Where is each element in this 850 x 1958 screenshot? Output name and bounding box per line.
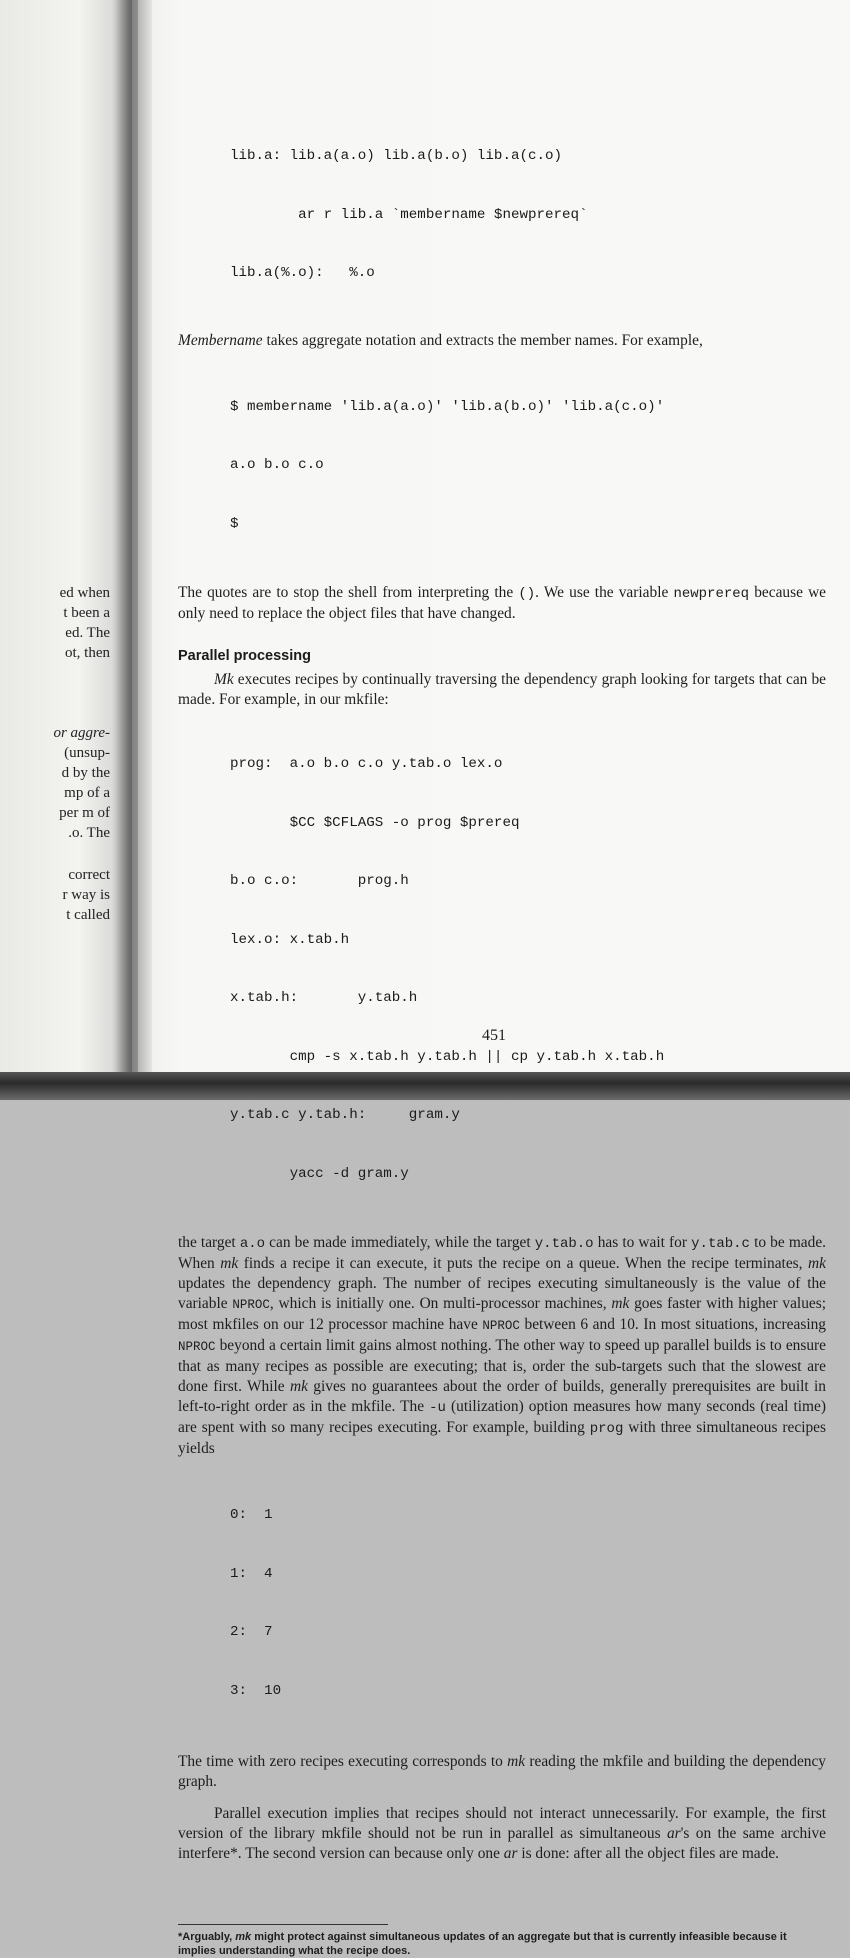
paragraph-target [178, 1233, 826, 1459]
code-inline: NPROC [482, 1319, 520, 1333]
code-inline: y.tab.o [534, 1236, 594, 1252]
code-block-membername-example [230, 359, 826, 574]
footnote [178, 1930, 826, 1958]
left-fragment: correct [68, 867, 110, 883]
paragraph-parallel-execution [178, 1804, 826, 1864]
text-run: is done: after all the object files are made. [517, 1845, 779, 1862]
code-inline: () [518, 586, 536, 602]
text-run: has to wait for [593, 1234, 692, 1251]
code-line: x.tab.h: y.tab.h [230, 990, 418, 1006]
text-run: The quotes are to stop the shell from interpreting the [178, 584, 519, 601]
book-page [138, 0, 850, 1957]
code-line: yacc -d gram.y [230, 1165, 409, 1182]
text-run: the target [178, 1234, 240, 1251]
text-run: with three simultaneous recipes yields [178, 1419, 826, 1457]
text-run: updates the dependency graph. The number of recipes executing simultaneously is the value of the variable [178, 1275, 826, 1312]
left-fragment: .o. The [68, 825, 110, 841]
text-run: gives no guarantees about the order of builds, generally prerequisites are built in left-to-right order as in the mkfile. The [178, 1378, 826, 1415]
left-fragment: ot, then [65, 645, 110, 661]
italic-term: ar [503, 1845, 518, 1862]
code-block-mkfile [230, 716, 826, 1223]
text-run: because we only need to replace the object files that have changed. [178, 584, 827, 622]
text-run: finds a recipe it can execute, it puts the recipe on a queue. When the recipe terminates, [238, 1255, 809, 1272]
code-inline: newprereq [673, 586, 750, 602]
italic-term: mk [808, 1255, 826, 1272]
scanner-edge [0, 1072, 850, 1100]
left-fragment: r way is [62, 887, 110, 903]
left-fragment: ed. The [65, 625, 110, 641]
code-line: 3: 10 [230, 1682, 282, 1699]
code-line: 1: 4 [230, 1565, 273, 1582]
italic-term: ar [666, 1825, 681, 1842]
code-block-utilization [230, 1467, 826, 1740]
code-block-library-rule [230, 108, 826, 323]
text-run: can be made immediately, while the target [265, 1234, 535, 1251]
code-line: lib.a(%.o): %.o [230, 265, 375, 281]
left-fragment: d by the [61, 765, 110, 781]
code-line: lex.o: x.tab.h [230, 931, 350, 948]
left-fragment: per m of [59, 805, 110, 821]
code-line: prog: a.o b.o c.o y.tab.o lex.o [230, 756, 503, 772]
text-run: goes faster with higher values; most mkfiles on our 12 processor machine have [178, 1295, 826, 1333]
code-inline: -u [429, 1400, 446, 1416]
text-run: The time with zero recipes executing corresponds to [178, 1753, 508, 1770]
text-run: 's on the same archive interfere*. The second version can because only one [178, 1825, 826, 1862]
code-inline: prog [589, 1421, 624, 1437]
footnote-divider [178, 1924, 388, 1925]
text-run: to be made. When [178, 1234, 826, 1272]
code-line: 0: 1 [230, 1507, 273, 1523]
code-line: a.o b.o c.o [230, 457, 324, 473]
paragraph-quotes [178, 583, 826, 624]
italic-term: mk [289, 1378, 308, 1395]
text-run: Parallel execution implies that recipes should not interact unnecessarily. For example, the first version of the library mkfile should not be run in parallel as simultaneous [178, 1805, 826, 1842]
left-fragment: or aggre- [53, 725, 110, 741]
code-line: y.tab.c y.tab.h: gram.y [230, 1107, 460, 1123]
italic-term: mk [507, 1753, 526, 1770]
text-run: might protect against simultaneous updates of an aggregate but that is currently infeasible because it implies understanding what the recipe does. [178, 1931, 787, 1957]
code-line: 2: 7 [230, 1624, 273, 1640]
text-run: beyond a certain limit gains almost nothing. The other way to speed up parallel builds is to ensure that as many recipes as possible are executing; that is, order the sub-targets such that the slowest are done first. While [178, 1337, 826, 1395]
code-inline: NPROC [178, 1340, 216, 1354]
code-inline: a.o [239, 1236, 266, 1252]
code-line: $CC $CFLAGS -o prog $prereq [230, 814, 520, 831]
text-run: reading the mkfile and building the dependency graph. [178, 1753, 826, 1790]
code-inline: NPROC [232, 1298, 270, 1312]
left-fragment: (unsup- [64, 745, 110, 761]
italic-term: Mk [214, 671, 234, 688]
text-run: . We use the variable [535, 584, 674, 601]
text-run: executes recipes by continually traversing the dependency graph looking for targets that can be made. For example, in our mkfile: [178, 671, 826, 708]
code-line: $ membername 'lib.a(a.o)' 'lib.a(b.o)' 'lib.a(c.o)' [230, 398, 665, 415]
code-line: ar r lib.a `membername $newprereq` [230, 206, 588, 223]
text-run: *Arguably, [178, 1931, 236, 1943]
code-inline: y.tab.c [691, 1236, 750, 1252]
code-line: cmp -s x.tab.h y.tab.h || cp y.tab.h x.tab.h [230, 1048, 665, 1065]
code-line: $ [230, 515, 239, 532]
text-run: , which is initially one. On multi-processor machines, [269, 1295, 612, 1312]
italic-term: mk [235, 1931, 252, 1943]
paragraph-mk-executes [178, 670, 826, 710]
left-fragment: ed when [59, 585, 110, 601]
paragraph-membername [178, 331, 826, 351]
italic-term: Membername [178, 331, 263, 349]
text-run: takes aggregate notation and extracts the member names. For example, [262, 331, 703, 349]
italic-term: mk [220, 1255, 239, 1272]
code-line: lib.a: lib.a(a.o) lib.a(b.o) lib.a(c.o) [230, 148, 563, 164]
italic-term: mk [611, 1295, 630, 1312]
page-number: 451 [482, 1027, 506, 1044]
gutter-shadow [112, 0, 152, 1080]
text-run: (utilization) option measures how many seconds (real time) are spent with so many recipes executing. For example, building [178, 1398, 826, 1436]
code-line: b.o c.o: prog.h [230, 873, 409, 889]
section-heading: Parallel processing [178, 648, 311, 664]
paragraph-time [178, 1752, 826, 1792]
left-fragment: t been a [63, 605, 110, 621]
left-fragment: t called [66, 907, 110, 923]
left-fragment: mp of a [64, 785, 110, 801]
text-run: between 6 and 10. In most situations, increasing [519, 1316, 827, 1333]
